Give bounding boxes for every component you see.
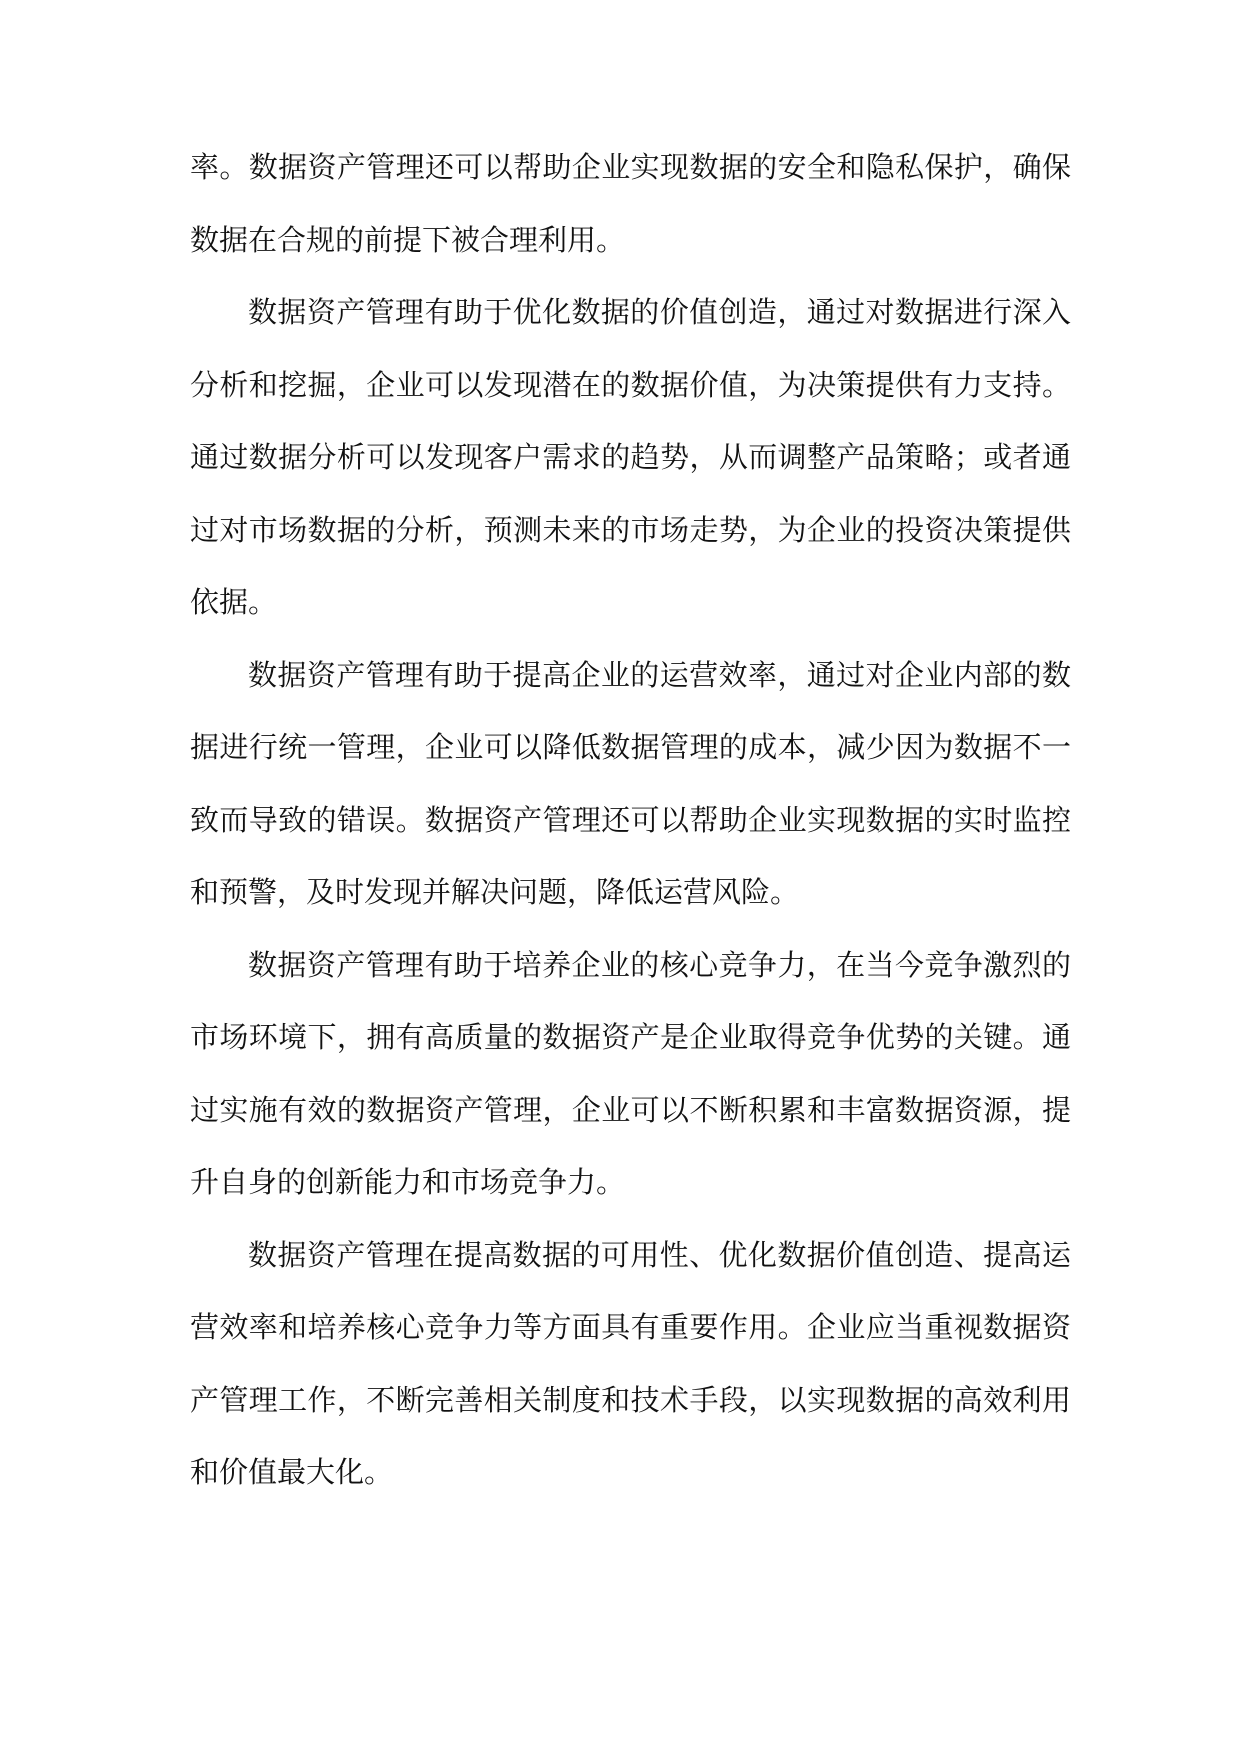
paragraph-4: 数据资产管理有助于培养企业的核心竞争力，在当今竞争激烈的市场环境下，拥有高质量的数据资产是企业取得竞争优势的关键。通过实施有效的数据资产管理，企业可以不断积累和丰富数据资源，提升自身的创新能力和市场竞争力。 [190,947,1071,1199]
paragraph-2: 数据资产管理有助于优化数据的价值创造，通过对数据进行深入分析和挖掘，企业可以发现潜在的数据价值，为决策提供有力支持。通过数据分析可以发现客户需求的趋势，从而调整产品策略；或者通过对市场数据的分析，预测未来的市场走势，为企业的投资决策提供依据。 [190,295,1071,619]
paragraph-5: 数据资产管理在提高数据的可用性、优化数据价值创造、提高运营效率和培养核心竞争力等方面具有重要作用。企业应当重视数据资产管理工作，不断完善相关制度和技术手段，以实现数据的高效利用和价值最大化。 [190,1237,1071,1489]
paragraph-1: 率。数据资产管理还可以帮助企业实现数据的安全和隐私保护，确保数据在合规的前提下被合理利用。 [190,150,1071,257]
paragraph-3: 数据资产管理有助于提高企业的运营效率，通过对企业内部的数据进行统一管理，企业可以降低数据管理的成本，减少因为数据不一致而导致的错误。数据资产管理还可以帮助企业实现数据的实时监控和预警，及时发现并解决问题，降低运营风险。 [190,657,1071,909]
